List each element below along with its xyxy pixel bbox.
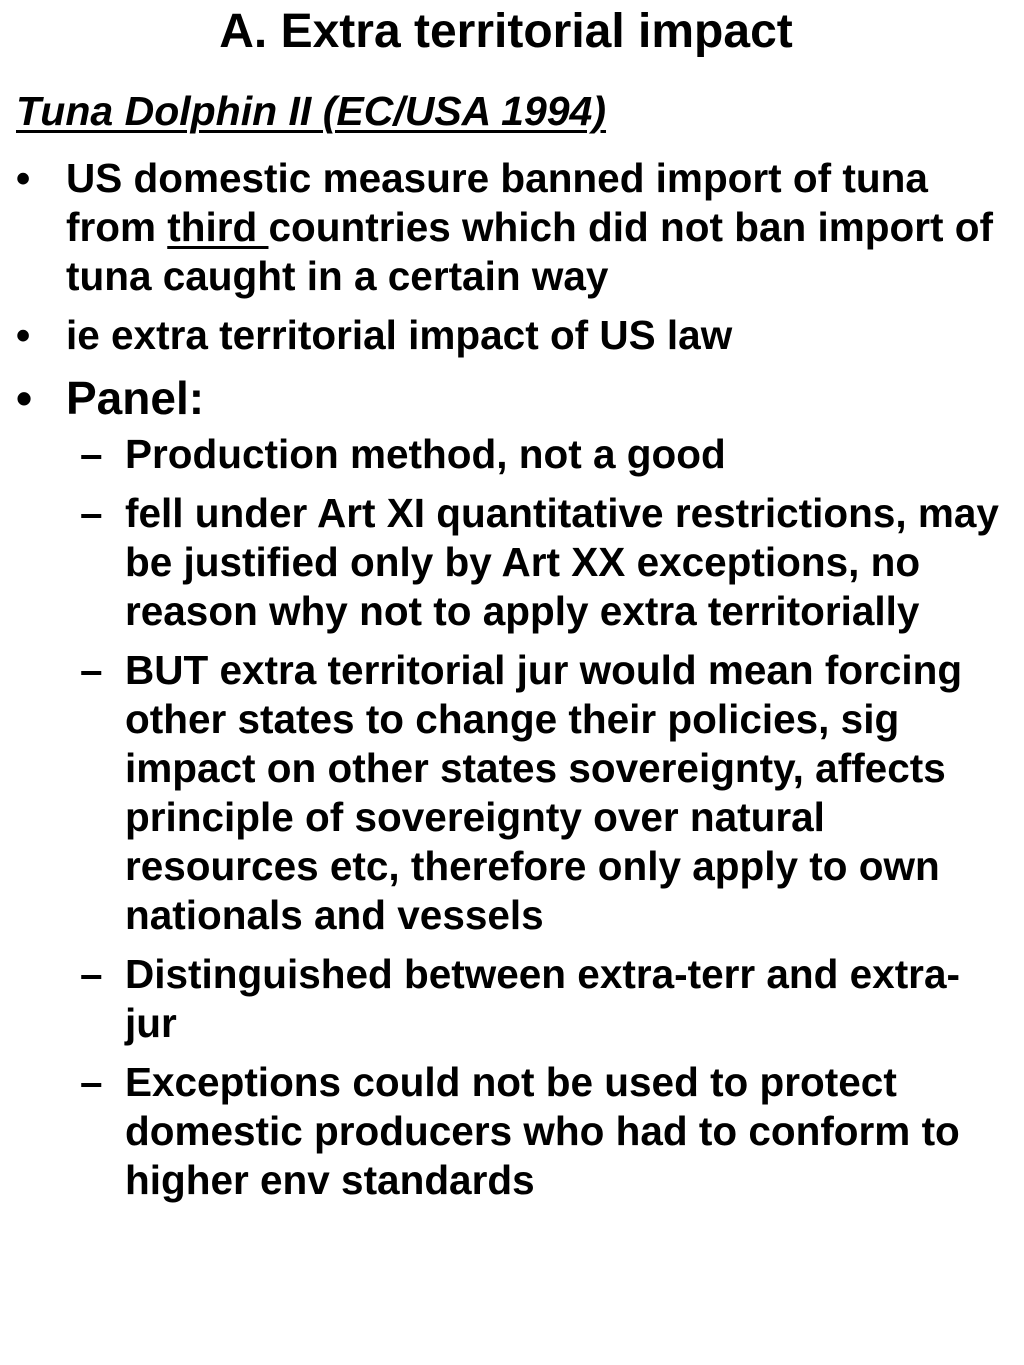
bullet-text: Panel: <box>66 372 205 424</box>
panel-point-text: BUT extra territorial jur would mean forcing other states to change their policies, sig impact on other states sovereignty, affects principle of sovereignty over natural resources etc, therefore only apply to own nationals and vessels <box>125 647 963 938</box>
panel-points <box>0 430 1024 1205</box>
dash-marker: – <box>80 1059 103 1105</box>
dash-marker: – <box>80 431 103 477</box>
dash-marker: – <box>80 951 103 997</box>
bullet-marker: • <box>16 312 31 358</box>
bullet-marker: • <box>16 372 33 424</box>
panel-point-text: Exceptions could not be used to protect domestic producers who had to conform to higher env standards <box>125 1059 960 1203</box>
panel-point-text: Distinguished between extra-terr and extra-jur <box>125 951 960 1046</box>
slide-title: A. Extra territorial impact <box>219 5 793 58</box>
bullet-marker: • <box>16 155 31 201</box>
dash-marker: – <box>80 647 103 693</box>
bullet-us-measure <box>0 154 1012 301</box>
bullet-text: ie extra territorial impact of US law <box>66 312 733 358</box>
panel-point-text: Production method, not a good <box>125 431 726 477</box>
panel-point <box>0 1058 1010 1205</box>
bullet-text-start: US domestic measure banned import of tuna from <box>66 155 928 250</box>
bullet-list <box>0 154 1024 1215</box>
dash-marker: – <box>80 490 103 536</box>
bullet-text-underlined: third <box>167 204 269 250</box>
panel-point <box>0 430 1010 479</box>
bullet-panel <box>0 370 1012 426</box>
panel-points-container <box>0 430 1024 1205</box>
panel-point <box>0 950 1010 1048</box>
panel-point <box>0 489 1010 636</box>
bullet-text-end: countries which did not ban import of tuna caught in a certain way <box>66 204 993 299</box>
case-subtitle: Tuna Dolphin II (EC/USA 1994) <box>16 88 607 134</box>
panel-point-text: fell under Art XI quantitative restrictions, may be justified only by Art XX exceptions, no reason why not to apply extra territorially <box>125 490 999 634</box>
bullet-extra-territorial <box>0 311 1012 360</box>
panel-point <box>0 646 1010 940</box>
